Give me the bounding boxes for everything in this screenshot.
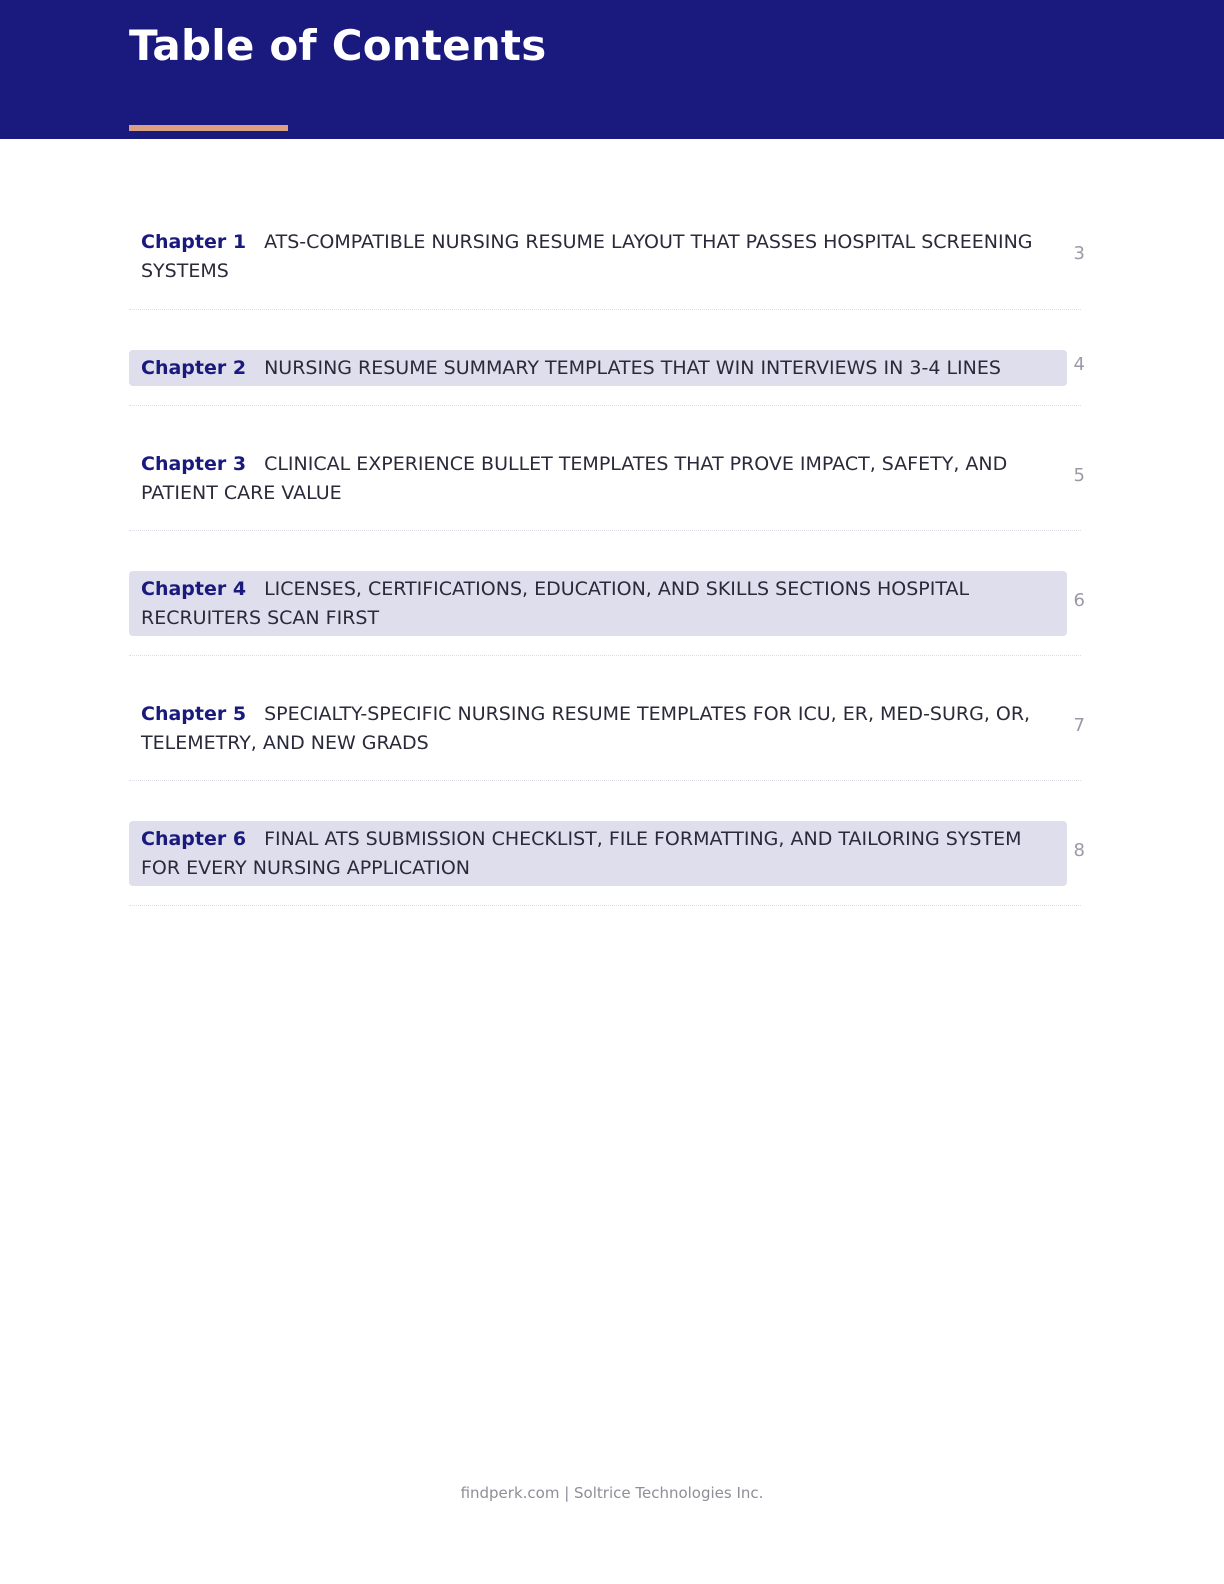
toc-entry-chapter-1[interactable] — [129, 224, 1067, 289]
page-number: 4 — [1073, 354, 1085, 375]
toc-entry-chapter-4[interactable] — [129, 571, 1067, 636]
toc-entry-chapter-3[interactable] — [129, 446, 1067, 511]
page-footer: findperk.com | Soltrice Technologies Inc. — [460, 1484, 764, 1502]
page-number: 3 — [1073, 243, 1085, 264]
toc-row-chapter-2 — [129, 309, 1085, 406]
chapter-title: NURSING RESUME SUMMARY TEMPLATES THAT WIN INTERVIEWS IN 3-4 LINES — [264, 357, 1001, 379]
chapter-label: Chapter 6 — [141, 828, 247, 850]
chapter-label: Chapter 4 — [141, 578, 247, 600]
page-title: Table of Contents — [129, 21, 547, 70]
chapter-label: Chapter 2 — [141, 357, 247, 379]
chapter-title: FINAL ATS SUBMISSION CHECKLIST, FILE FORMATTING, AND TAILORING SYSTEM FOR EVERY NURSING APPLICATION — [141, 828, 1022, 879]
chapter-title: SPECIALTY-SPECIFIC NURSING RESUME TEMPLATES FOR ICU, ER, MED-SURG, OR, TELEMETRY, AND NEW GRADS — [141, 703, 1031, 754]
chapter-title: ATS-COMPATIBLE NURSING RESUME LAYOUT THAT PASSES HOSPITAL SCREENING SYSTEMS — [141, 231, 1033, 282]
toc-row-chapter-5 — [129, 655, 1085, 781]
chapter-label: Chapter 3 — [141, 453, 247, 475]
chapter-label: Chapter 5 — [141, 703, 247, 725]
toc-row-chapter-4 — [129, 530, 1085, 656]
toc-entry-chapter-5[interactable] — [129, 696, 1067, 761]
page-number: 8 — [1073, 840, 1085, 861]
toc-entry-chapter-2[interactable] — [129, 350, 1067, 386]
chapter-label: Chapter 1 — [141, 231, 247, 253]
chapter-title: CLINICAL EXPERIENCE BULLET TEMPLATES THAT PROVE IMPACT, SAFETY, AND PATIENT CARE VALUE — [141, 453, 1008, 504]
toc-row-chapter-3 — [129, 405, 1085, 531]
page-number: 6 — [1073, 590, 1085, 611]
table-of-contents — [129, 0, 1089, 1584]
toc-row-chapter-6 — [129, 780, 1085, 906]
chapter-title: LICENSES, CERTIFICATIONS, EDUCATION, AND SKILLS SECTIONS HOSPITAL RECRUITERS SCAN FIRST — [141, 578, 970, 629]
toc-entry-chapter-6[interactable] — [129, 821, 1067, 886]
page-number: 5 — [1073, 465, 1085, 486]
toc-row-chapter-1 — [129, 222, 1085, 310]
page-number: 7 — [1073, 715, 1085, 736]
